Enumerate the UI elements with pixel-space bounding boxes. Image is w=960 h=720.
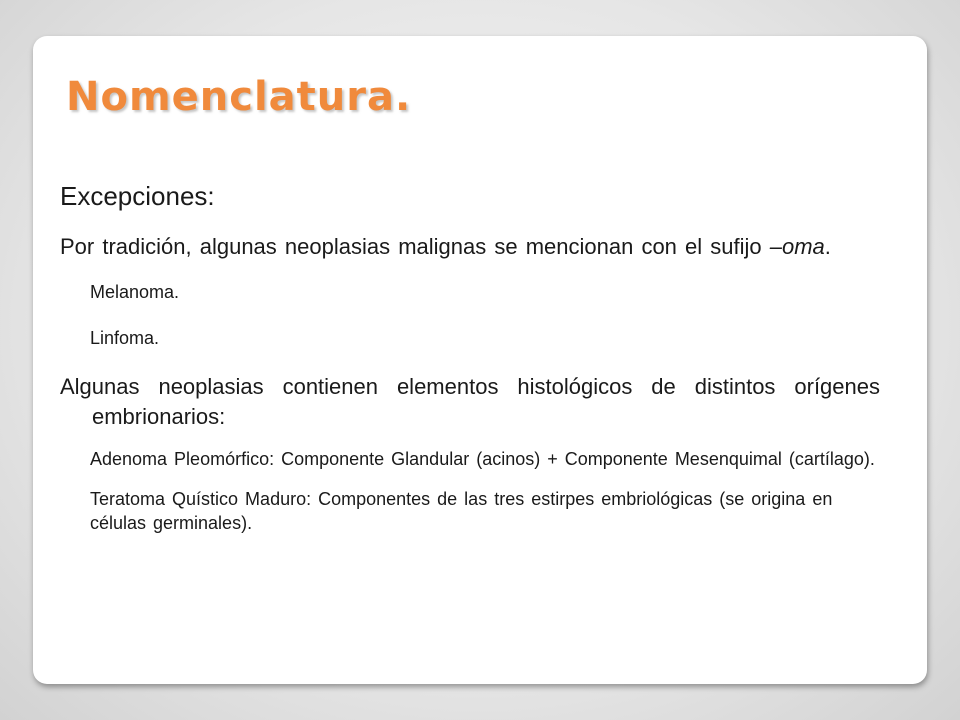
tradition-end: . (824, 234, 831, 259)
tradition-paragraph (60, 232, 880, 262)
slide-content (60, 180, 880, 535)
suffix-emphasis: –oma (769, 234, 825, 259)
slide-title: Nomenclatura. (66, 74, 412, 120)
embryonic-paragraph: Algunas neoplasias contienen elementos histológicos de distintos orígenes embrionarios: (60, 374, 880, 429)
list-item-melanoma: Melanoma. (90, 282, 180, 302)
list-item-teratoma: Teratoma Quístico Maduro: Componentes de las tres estirpes embriológicas (se origina en células germinales). (90, 489, 833, 533)
list-item-adenoma: Adenoma Pleomórfico: Componente Glandular (acinos) + Componente Mesenquimal (cartílago). (90, 449, 875, 469)
tradition-text: Por tradición, algunas neoplasias malignas se mencionan con el sufijo (60, 234, 770, 259)
list-item-linfoma: Linfoma. (90, 328, 160, 348)
section-heading: Excepciones: (60, 181, 215, 211)
